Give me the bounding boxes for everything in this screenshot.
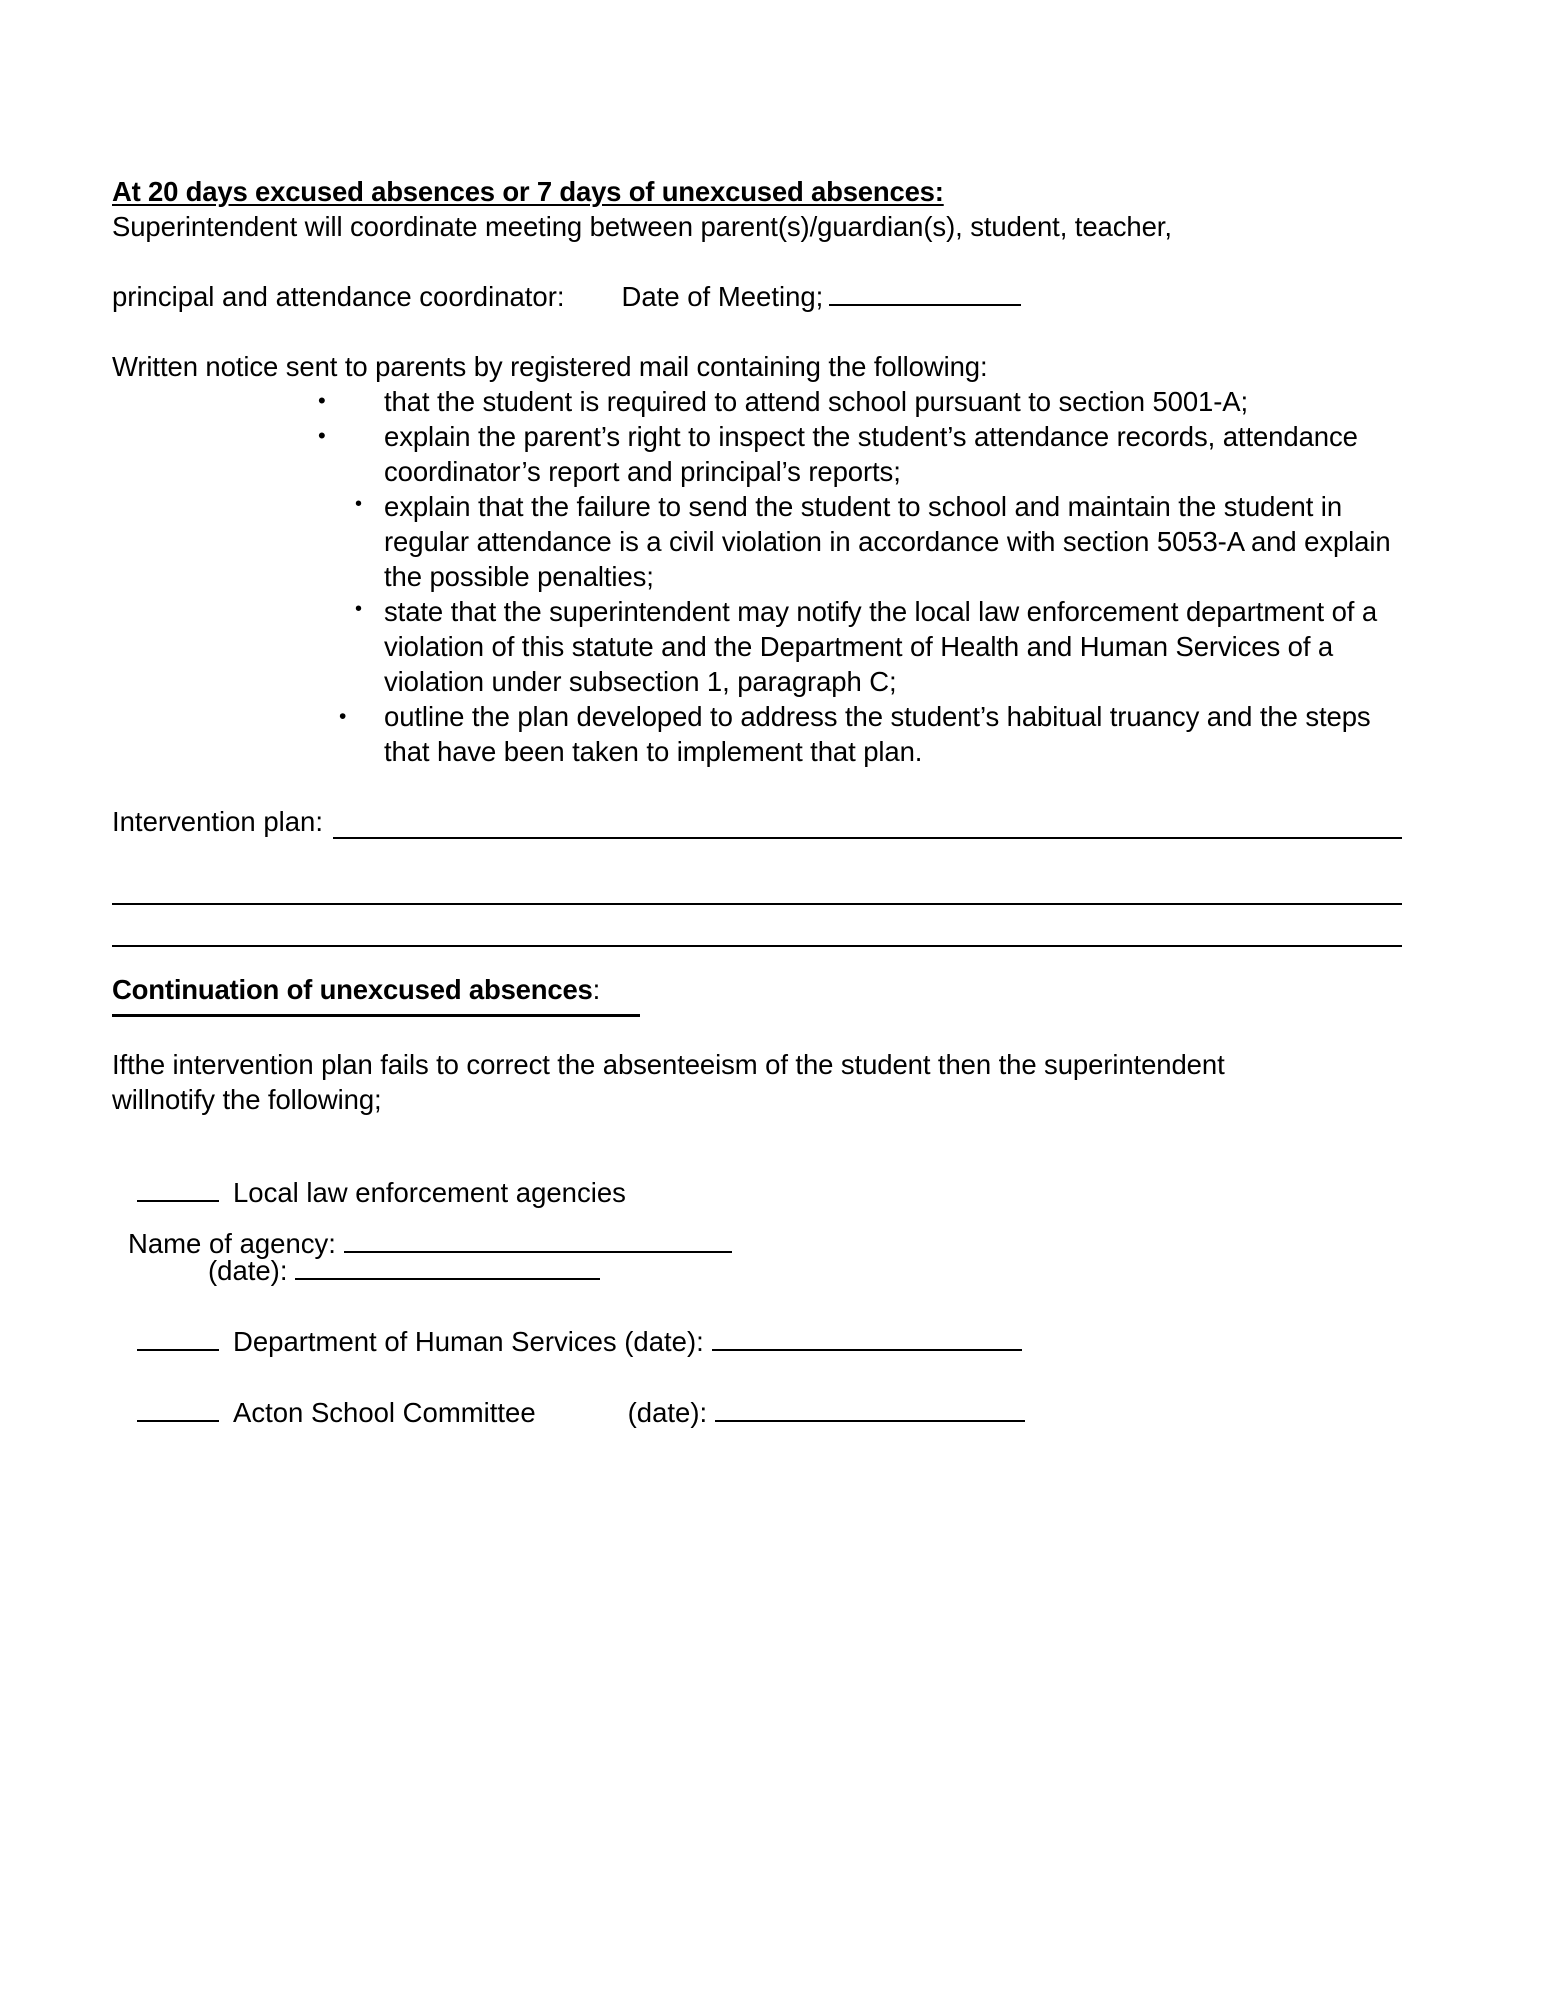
- intervention-plan-row: [112, 804, 1402, 839]
- bullet-icon: •: [318, 388, 326, 413]
- spacer: [112, 769, 1402, 804]
- agency-date-blank[interactable]: [295, 1256, 600, 1280]
- spacer: [112, 905, 1402, 945]
- bullet-icon: •: [355, 493, 362, 515]
- bullet-icon: •: [339, 705, 347, 728]
- list-item: [112, 489, 1402, 594]
- list-item: [112, 384, 1402, 419]
- section-heading-continuation: [112, 972, 1402, 1007]
- list-item-text: explain the parent’s right to inspect the student’s attendance records, attendance coordinator’s report and principal’s reports;: [384, 421, 1358, 487]
- section-heading-text: At 20 days excused absences or 7 days of unexcused absences:: [112, 176, 944, 207]
- document-content: [112, 175, 1402, 1430]
- superintendent-coordination-line: Superintendent will coordinate meeting between parent(s)/guardian(s), student, teacher,: [112, 211, 1172, 242]
- written-notice-intro: Written notice sent to parents by registered mail containing the following:: [112, 351, 988, 382]
- spacer: [112, 244, 1402, 279]
- committee-date-blank[interactable]: [715, 1398, 1025, 1422]
- bullet-icon: •: [318, 423, 326, 448]
- bullet-icon: •: [355, 598, 362, 620]
- committee-date-label: (date):: [627, 1397, 708, 1428]
- continuation-heading-colon: :: [592, 974, 601, 1005]
- spacer: [112, 1288, 1402, 1324]
- spacer: [112, 1017, 1402, 1047]
- agency-name-label: Name of agency:: [128, 1228, 336, 1259]
- list-item: [112, 699, 1402, 769]
- spacer: [112, 1359, 1402, 1395]
- list-item-text: that the student is required to attend school pursuant to section 5001-A;: [384, 386, 1249, 417]
- date-of-meeting-label: Date of Meeting;: [621, 281, 824, 312]
- checklist-item-label: Local law enforcement agencies: [233, 1177, 626, 1208]
- checklist-item-label: Department of Human Services (date):: [233, 1326, 704, 1357]
- intervention-plan-label: Intervention plan:: [112, 806, 323, 837]
- spacer: [112, 1210, 1402, 1226]
- dhs-date-blank[interactable]: [712, 1327, 1022, 1351]
- agency-date-label: (date):: [208, 1255, 288, 1286]
- list-item: [112, 594, 1402, 699]
- meeting-date-row: [112, 279, 1402, 314]
- list-item: [112, 419, 1402, 489]
- continuation-body-line-2: willnotify the following;: [112, 1084, 382, 1115]
- principal-coordinator-label: principal and attendance coordinator:: [112, 281, 565, 312]
- continuation-heading-text: Continuation of unexcused absences: [112, 974, 593, 1005]
- list-item-text: outline the plan developed to address the student’s habitual truancy and the steps that have been taken to implement that plan.: [384, 701, 1371, 767]
- list-item-text: state that the superintendent may notify the local law enforcement department of a violation of this statute and the Department of Health and Human Services of a violation under subsection 1, paragraph C;: [384, 596, 1378, 697]
- checklist-item-department-human-services: [137, 1324, 1402, 1359]
- intervention-plan-blank-1[interactable]: [333, 811, 1402, 839]
- continuation-body-line-1: Ifthe intervention plan fails to correct the absenteeism of the student then the superintendent: [112, 1049, 1225, 1080]
- checkbox-blank[interactable]: [137, 1180, 219, 1202]
- written-notice-bullet-list: [112, 384, 1402, 769]
- checkbox-blank[interactable]: [137, 1400, 219, 1422]
- spacer: [112, 314, 1402, 349]
- checklist-item-acton-school-committee: [137, 1395, 1402, 1430]
- checkbox-blank[interactable]: [137, 1329, 219, 1351]
- agency-date-row: [112, 1253, 1402, 1288]
- section-heading-20-days: [112, 175, 1402, 209]
- agency-name-blank[interactable]: [344, 1229, 732, 1253]
- checklist-item-label: Acton School Committee: [233, 1397, 536, 1428]
- spacer: [112, 1117, 1402, 1175]
- checklist-item-local-law-enforcement: [137, 1175, 1402, 1210]
- date-of-meeting-blank[interactable]: [829, 282, 1021, 306]
- spacer: [112, 947, 1402, 972]
- list-item-text: explain that the failure to send the student to school and maintain the student in regular attendance is a civil violation in accordance with section 5053-A and explain the possible penalties;: [384, 491, 1391, 592]
- spacer: [112, 839, 1402, 903]
